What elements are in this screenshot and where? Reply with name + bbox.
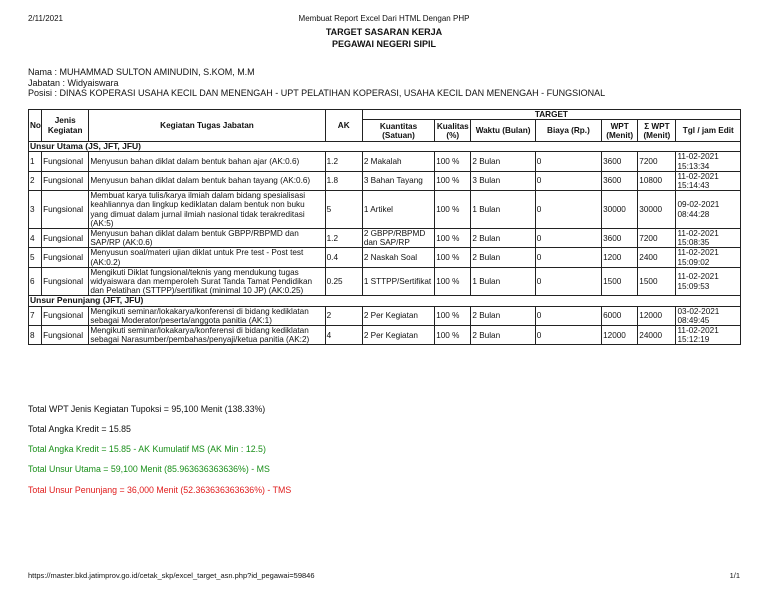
- section-penunjang: Unsur Penunjang (JFT, JFU): [29, 296, 741, 306]
- cell-wpt: 3600: [602, 229, 638, 248]
- cell-tgl: 11-02-2021 15:09:53: [676, 267, 741, 296]
- cell-kualitas: 100 %: [435, 267, 471, 296]
- cell-kegiatan: Membuat karya tulis/karya ilmiah dalam bidang spesialisasi keahliannya dan lingkup kediklatan dalam bentuk non buku yang dimuat dalam jurnal ilmiah nasional tidak terakreditasi (AK:5): [89, 191, 325, 229]
- cell-kualitas: 100 %: [435, 191, 471, 229]
- cell-no: 1: [29, 152, 42, 171]
- cell-ak: 0.4: [325, 248, 362, 267]
- cell-kualitas: 100 %: [435, 229, 471, 248]
- page-number: 1/1: [729, 571, 740, 580]
- total-unsur-utama: Total Unsur Utama = 59,100 Menit (85.963636363636%) - MS: [28, 464, 270, 474]
- col-tgl: Tgl / jam Edit: [676, 120, 741, 142]
- cell-tgl: 11-02-2021 15:12:19: [676, 326, 741, 345]
- cell-no: 6: [29, 267, 42, 296]
- cell-wpt: 6000: [602, 306, 638, 325]
- cell-tgl: 11-02-2021 15:14:43: [676, 171, 741, 190]
- cell-ak: 5: [325, 191, 362, 229]
- cell-tgl: 11-02-2021 15:13:34: [676, 152, 741, 171]
- cell-swpt: 30000: [638, 191, 676, 229]
- cell-waktu: 2 Bulan: [471, 326, 535, 345]
- cell-tgl: 03-02-2021 08:49:45: [676, 306, 741, 325]
- cell-ak: 1.2: [325, 152, 362, 171]
- cell-kuantitas: 3 Bahan Tayang: [362, 171, 434, 190]
- col-wpt: WPT (Menit): [602, 120, 638, 142]
- col-ak: AK: [325, 110, 362, 142]
- total-unsur-penunjang: Total Unsur Penunjang = 36,000 Menit (52.363636363636%) - TMS: [28, 485, 292, 495]
- cell-wpt: 1500: [602, 267, 638, 296]
- page-heading: [0, 26, 768, 50]
- cell-no: 3: [29, 191, 42, 229]
- cell-ak: 4: [325, 326, 362, 345]
- footer-url: https://master.bkd.jatimprov.go.id/cetak_skp/excel_target_asn.php?id_pegawai=59846: [28, 571, 315, 580]
- cell-kuantitas: 2 GBPP/RBPMD dan SAP/RP: [362, 229, 434, 248]
- col-kualitas: Kualitas (%): [435, 120, 471, 142]
- table-row: [29, 171, 741, 190]
- cell-kegiatan: Menyusun bahan diklat dalam bentuk bahan ajar (AK:0.6): [89, 152, 325, 171]
- cell-tgl: 11-02-2021 15:09:02: [676, 248, 741, 267]
- table-body: [29, 142, 741, 345]
- col-target: TARGET: [362, 110, 740, 120]
- cell-jenis: Fungsional: [42, 171, 89, 190]
- cell-biaya: 0: [535, 306, 601, 325]
- cell-kualitas: 100 %: [435, 152, 471, 171]
- cell-kualitas: 100 %: [435, 248, 471, 267]
- cell-waktu: 2 Bulan: [471, 229, 535, 248]
- col-jenis: Jenis Kegiatan: [42, 110, 89, 142]
- cell-ak: 0.25: [325, 267, 362, 296]
- cell-kuantitas: 2 Makalah: [362, 152, 434, 171]
- col-sum-wpt: Σ WPT (Menit): [638, 120, 676, 142]
- cell-biaya: 0: [535, 267, 601, 296]
- cell-swpt: 24000: [638, 326, 676, 345]
- cell-kegiatan: Menyusun bahan diklat dalam bentuk bahan tayang (AK:0.6): [89, 171, 325, 190]
- table-row: [29, 248, 741, 267]
- heading-line-2: PEGAWAI NEGERI SIPIL: [331, 39, 437, 49]
- col-kuantitas: Kuantitas (Satuan): [362, 120, 434, 142]
- cell-kuantitas: 2 Naskah Soal: [362, 248, 434, 267]
- employee-position-title: Jabatan : Widyaiswara: [28, 77, 119, 88]
- cell-kualitas: 100 %: [435, 171, 471, 190]
- cell-biaya: 0: [535, 248, 601, 267]
- cell-tgl: 11-02-2021 15:08:35: [676, 229, 741, 248]
- cell-swpt: 2400: [638, 248, 676, 267]
- cell-swpt: 10800: [638, 171, 676, 190]
- target-table: [28, 109, 741, 345]
- document-title: Membuat Report Excel Dari HTML Dengan PHP: [298, 14, 470, 23]
- cell-no: 2: [29, 171, 42, 190]
- heading-line-1: TARGET SASARAN KERJA: [325, 27, 443, 37]
- col-kegiatan: Kegiatan Tugas Jabatan: [89, 110, 325, 142]
- cell-biaya: 0: [535, 229, 601, 248]
- table-row: [29, 152, 741, 171]
- cell-waktu: 3 Bulan: [471, 171, 535, 190]
- cell-waktu: 1 Bulan: [471, 267, 535, 296]
- col-no: No: [29, 110, 42, 142]
- table-row: [29, 306, 741, 325]
- cell-jenis: Fungsional: [42, 326, 89, 345]
- cell-ak: 2: [325, 306, 362, 325]
- cell-kuantitas: 2 Per Kegiatan: [362, 326, 434, 345]
- cell-biaya: 0: [535, 191, 601, 229]
- cell-waktu: 2 Bulan: [471, 306, 535, 325]
- cell-swpt: 12000: [638, 306, 676, 325]
- cell-tgl: 09-02-2021 08:44:28: [676, 191, 741, 229]
- cell-jenis: Fungsional: [42, 267, 89, 296]
- cell-biaya: 0: [535, 171, 601, 190]
- cell-swpt: 7200: [638, 152, 676, 171]
- cell-waktu: 2 Bulan: [471, 152, 535, 171]
- cell-ak: 1.2: [325, 229, 362, 248]
- cell-waktu: 2 Bulan: [471, 248, 535, 267]
- employee-name: Nama : MUHAMMAD SULTON AMINUDIN, S.KOM, M.M: [28, 67, 255, 77]
- cell-ak: 1.8: [325, 171, 362, 190]
- cell-wpt: 30000: [602, 191, 638, 229]
- col-waktu: Waktu (Bulan): [471, 120, 535, 142]
- cell-wpt: 1200: [602, 248, 638, 267]
- employee-unit: Posisi : DINAS KOPERASI USAHA KECIL DAN MENENGAH - UPT PELATIHAN KOPERASI, USAHA KECIL DAN MENENGAH - FUNGSIONAL: [28, 88, 606, 98]
- employee-info: [28, 67, 605, 99]
- cell-jenis: Fungsional: [42, 229, 89, 248]
- cell-no: 8: [29, 326, 42, 345]
- cell-kegiatan: Menyusun soal/materi ujian diklat untuk Pre test - Post test (AK:0.2): [89, 248, 325, 267]
- total-ak-ms: Total Angka Kredit = 15.85 - AK Kumulatif MS (AK Min : 12.5): [28, 444, 266, 454]
- section-utama: Unsur Utama (JS, JFT, JFU): [29, 142, 741, 152]
- col-biaya: Biaya (Rp.): [535, 120, 601, 142]
- cell-jenis: Fungsional: [42, 248, 89, 267]
- cell-wpt: 3600: [602, 171, 638, 190]
- cell-biaya: 0: [535, 152, 601, 171]
- cell-wpt: 3600: [602, 152, 638, 171]
- table-row: [29, 267, 741, 296]
- cell-kualitas: 100 %: [435, 326, 471, 345]
- cell-kuantitas: 1 STTPP/Sertifikat: [362, 267, 434, 296]
- cell-wpt: 12000: [602, 326, 638, 345]
- cell-no: 4: [29, 229, 42, 248]
- cell-no: 5: [29, 248, 42, 267]
- cell-kuantitas: 1 Artikel: [362, 191, 434, 229]
- cell-swpt: 1500: [638, 267, 676, 296]
- total-ak: Total Angka Kredit = 15.85: [28, 424, 131, 434]
- cell-waktu: 1 Bulan: [471, 191, 535, 229]
- cell-biaya: 0: [535, 326, 601, 345]
- table-row: [29, 326, 741, 345]
- cell-kualitas: 100 %: [435, 306, 471, 325]
- cell-no: 7: [29, 306, 42, 325]
- table-row: [29, 191, 741, 229]
- print-date: 2/11/2021: [28, 14, 63, 23]
- cell-kegiatan: Mengikuti seminar/lokakarya/konferensi di bidang kediklatan sebagai Narasumber/pembahas/penyaji/ketua panitia (AK:2): [89, 326, 325, 345]
- cell-kegiatan: Menyusun bahan diklat dalam bentuk GBPP/RBPMD dan SAP/RP (AK:0.6): [89, 229, 325, 248]
- cell-swpt: 7200: [638, 229, 676, 248]
- table-row: [29, 229, 741, 248]
- cell-kuantitas: 2 Per Kegiatan: [362, 306, 434, 325]
- cell-kegiatan: Mengikuti seminar/lokakarya/konferensi di bidang kediklatan sebagai Moderator/peserta/anggota panitia (AK:1): [89, 306, 325, 325]
- cell-jenis: Fungsional: [42, 306, 89, 325]
- cell-jenis: Fungsional: [42, 152, 89, 171]
- cell-jenis: Fungsional: [42, 191, 89, 229]
- cell-kegiatan: Mengikuti Diklat fungsional/teknis yang mendukung tugas widyaiswara dan memperoleh Surat Tanda Tamat Pendidikan dan Pelatihan (STTPP)/sertifikat (minimal 10 JP) (AK:0.25): [89, 267, 325, 296]
- total-wpt: Total WPT Jenis Kegiatan Tupoksi = 95,100 Menit (138.33%): [28, 404, 266, 414]
